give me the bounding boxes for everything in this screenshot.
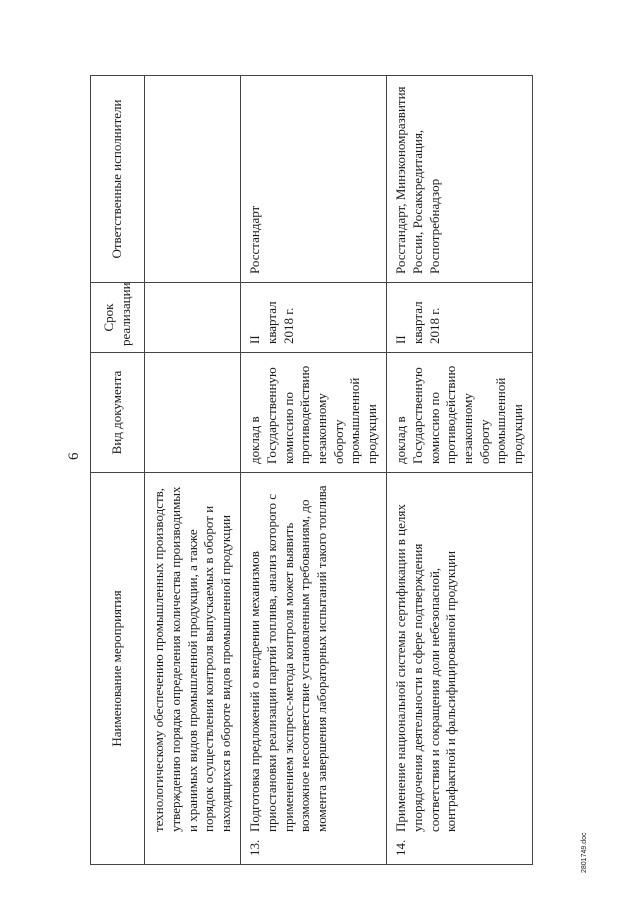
task-cell [387, 473, 533, 865]
task-cell: технологическому обеспечению промышленных производств, утверждению порядка определения количества производимых и хранимых видов промышленной продукции, а также порядок осуществления контроля выпускаемых в оборот и находящихся в обороте видов промышленной продукции [145, 473, 241, 865]
deadline-cell: II квартал 2018 г. [241, 283, 387, 353]
table-row [241, 76, 387, 865]
header-doc-type: Вид документа [91, 353, 145, 473]
table-row [145, 76, 241, 865]
document-page [40, 25, 600, 875]
document-footer: 2801749.doc [581, 832, 588, 873]
page-number: 6 [66, 452, 82, 460]
deadline-cell: II квартал 2018 г. [387, 283, 533, 353]
responsible-cell [145, 76, 241, 283]
doc-type-cell: доклад в Государственную комиссию по противодействию незаконному обороту промышленной продукции [241, 353, 387, 473]
header-activity: Наименование мероприятия [91, 473, 145, 865]
doc-type-cell [145, 353, 241, 473]
table-header-row [91, 76, 145, 865]
doc-type-cell: доклад в Государственную комиссию по противодействию незаконному обороту промышленной продукции [387, 353, 533, 473]
activities-table [90, 75, 533, 865]
task-text: Подготовка предложений о внедрении механизмов приостановки реализации партий топлива, анализ которого с применением экспресс-метода контроля может выявить возможное несоответствие установленным требованиям, до момента завершения лабораторных испытаний такого топлива [247, 485, 329, 832]
header-deadline: Срок реализации [91, 283, 145, 353]
responsible-cell: Росстандарт, Минэкономразвития России, Росаккредитация, Роспотребнадзор [387, 76, 533, 283]
task-text: Применение национальной системы сертификации в целях упорядочения деятельности в сфере подтверждения соответствия и сокращения доли небезопасной, контрафактной и фальсифицированной продукции [393, 504, 459, 832]
deadline-cell [145, 283, 241, 353]
row-number: 13. [247, 839, 263, 856]
task-cell [241, 473, 387, 865]
header-responsible: Ответственные исполнители [91, 76, 145, 283]
row-number: 14. [393, 839, 409, 856]
table-row [387, 76, 533, 865]
responsible-cell: Росстандарт [241, 76, 387, 283]
